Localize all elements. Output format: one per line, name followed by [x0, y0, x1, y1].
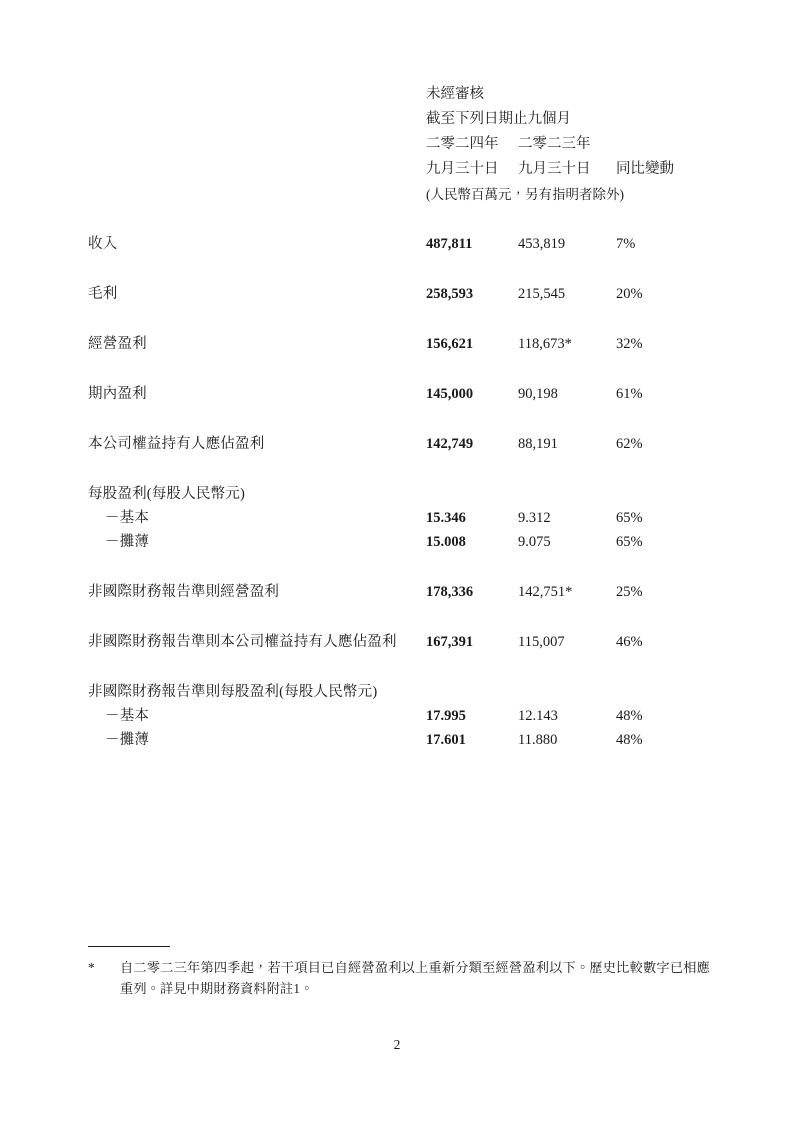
row-value-change: 25%	[616, 584, 643, 600]
table-header-date-row	[88, 157, 716, 182]
row-value-current: 142,749	[426, 436, 474, 452]
header-current-year: 二零二四年	[426, 136, 499, 152]
row-label: 毛利	[88, 286, 118, 302]
footnote-marker: *	[88, 960, 95, 975]
header-spacer	[88, 82, 426, 107]
row-value-change: 46%	[616, 634, 643, 650]
row-value-previous: 115,007	[518, 634, 565, 650]
row-value-previous: 11.880	[518, 732, 558, 748]
row-value-change: 61%	[616, 386, 643, 402]
row-gap	[88, 358, 716, 384]
row-value-previous: 12.143	[518, 708, 558, 724]
table-row	[88, 682, 716, 706]
row-gap	[88, 408, 716, 434]
table-row	[88, 434, 716, 458]
header-current-date: 九月三十日	[426, 161, 499, 177]
row-value-current: 487,811	[426, 236, 473, 252]
row-value-current: 167,391	[426, 634, 474, 650]
row-value-previous	[518, 682, 616, 706]
header-period: 截至下列日期止九個月	[426, 111, 571, 127]
header-spacer	[88, 132, 426, 157]
row-value-previous: 88,191	[518, 436, 558, 452]
header-body-gap	[88, 208, 716, 234]
row-gap	[88, 656, 716, 682]
row-value-change: 65%	[616, 534, 643, 550]
header-change-label: 同比變動	[616, 161, 674, 177]
table-header-year-row	[88, 132, 716, 157]
table-header-unit-row	[88, 182, 716, 208]
row-label: 非國際財務報告準則每股盈利(每股人民幣元)	[88, 684, 378, 700]
row-value-change: 65%	[616, 510, 643, 526]
row-label: 期內盈利	[88, 386, 147, 402]
row-value-previous: 90,198	[518, 386, 558, 402]
row-label: 非國際財務報告準則經營盈利	[88, 584, 280, 600]
row-value-current	[426, 484, 518, 508]
row-value-change: 62%	[616, 436, 643, 452]
row-label: －基本	[105, 510, 150, 526]
header-previous-year: 二零二三年	[518, 136, 591, 152]
row-value-current: 17.601	[426, 732, 466, 748]
row-value-previous: 453,819	[518, 236, 566, 252]
footnote	[88, 946, 710, 999]
row-value-current: 156,621	[426, 336, 474, 352]
table-row	[88, 334, 716, 358]
row-value-previous: 118,673*	[518, 336, 572, 352]
table-row	[88, 532, 716, 556]
row-gap	[88, 556, 716, 582]
table-row	[88, 234, 716, 258]
table-row	[88, 632, 716, 656]
table-row	[88, 582, 716, 606]
row-value-previous: 215,545	[518, 286, 566, 302]
row-value-change: 48%	[616, 732, 643, 748]
table-row	[88, 284, 716, 308]
table-row	[88, 484, 716, 508]
row-value-change: 32%	[616, 336, 643, 352]
row-value-current: 145,000	[426, 386, 474, 402]
table-header-period-row	[88, 107, 716, 132]
row-label: －基本	[105, 708, 150, 724]
row-value-previous: 9.075	[518, 534, 551, 550]
row-value-previous: 142,751*	[518, 584, 573, 600]
header-change-spacer	[616, 132, 716, 157]
row-label: 每股盈利(每股人民幣元)	[88, 486, 246, 502]
row-value-change: 48%	[616, 708, 643, 724]
row-value-change: 7%	[616, 236, 636, 252]
footnote-body	[88, 957, 710, 999]
row-value-previous	[518, 484, 616, 508]
header-spacer	[88, 182, 426, 208]
table-row	[88, 384, 716, 408]
row-value-current: 258,593	[426, 286, 474, 302]
financial-highlights-table	[88, 82, 716, 754]
row-label: 經營盈利	[88, 336, 147, 352]
footnote-text: 自二零二三年第四季起，若干項目已自經營盈利以上重新分類至經營盈利以下。歷史比較數字已相應重列。詳見中期財務資料附註1。	[120, 960, 710, 996]
row-label: 收入	[88, 236, 118, 252]
footnote-divider	[88, 946, 170, 947]
row-label: －攤薄	[105, 732, 150, 748]
table-row	[88, 730, 716, 754]
header-audit-status: 未經審核	[426, 86, 484, 102]
header-spacer	[88, 107, 426, 132]
row-gap	[88, 606, 716, 632]
header-previous-date: 九月三十日	[518, 161, 591, 177]
row-label: 本公司權益持有人應佔盈利	[88, 436, 265, 452]
row-value-previous: 9.312	[518, 510, 551, 526]
table-header-audit-status-row	[88, 82, 716, 107]
header-unit-note: (人民幣百萬元，另有指明者除外)	[426, 187, 624, 202]
row-label: 非國際財務報告準則本公司權益持有人應佔盈利	[88, 634, 397, 650]
table-body	[88, 82, 716, 754]
page-number: 2	[393, 1037, 401, 1052]
row-value-current: 178,336	[426, 584, 474, 600]
table-row	[88, 508, 716, 532]
row-label: －攤薄	[105, 534, 150, 550]
row-value-change: 20%	[616, 286, 643, 302]
row-value-current: 17.995	[426, 708, 466, 724]
row-gap	[88, 308, 716, 334]
row-value-change	[616, 484, 716, 508]
table-row	[88, 706, 716, 730]
row-value-current: 15.008	[426, 534, 466, 550]
row-value-current: 15.346	[426, 510, 466, 526]
row-gap	[88, 458, 716, 484]
row-value-change	[616, 682, 716, 706]
header-spacer	[88, 157, 426, 182]
row-value-current	[426, 682, 518, 706]
row-gap	[88, 258, 716, 284]
